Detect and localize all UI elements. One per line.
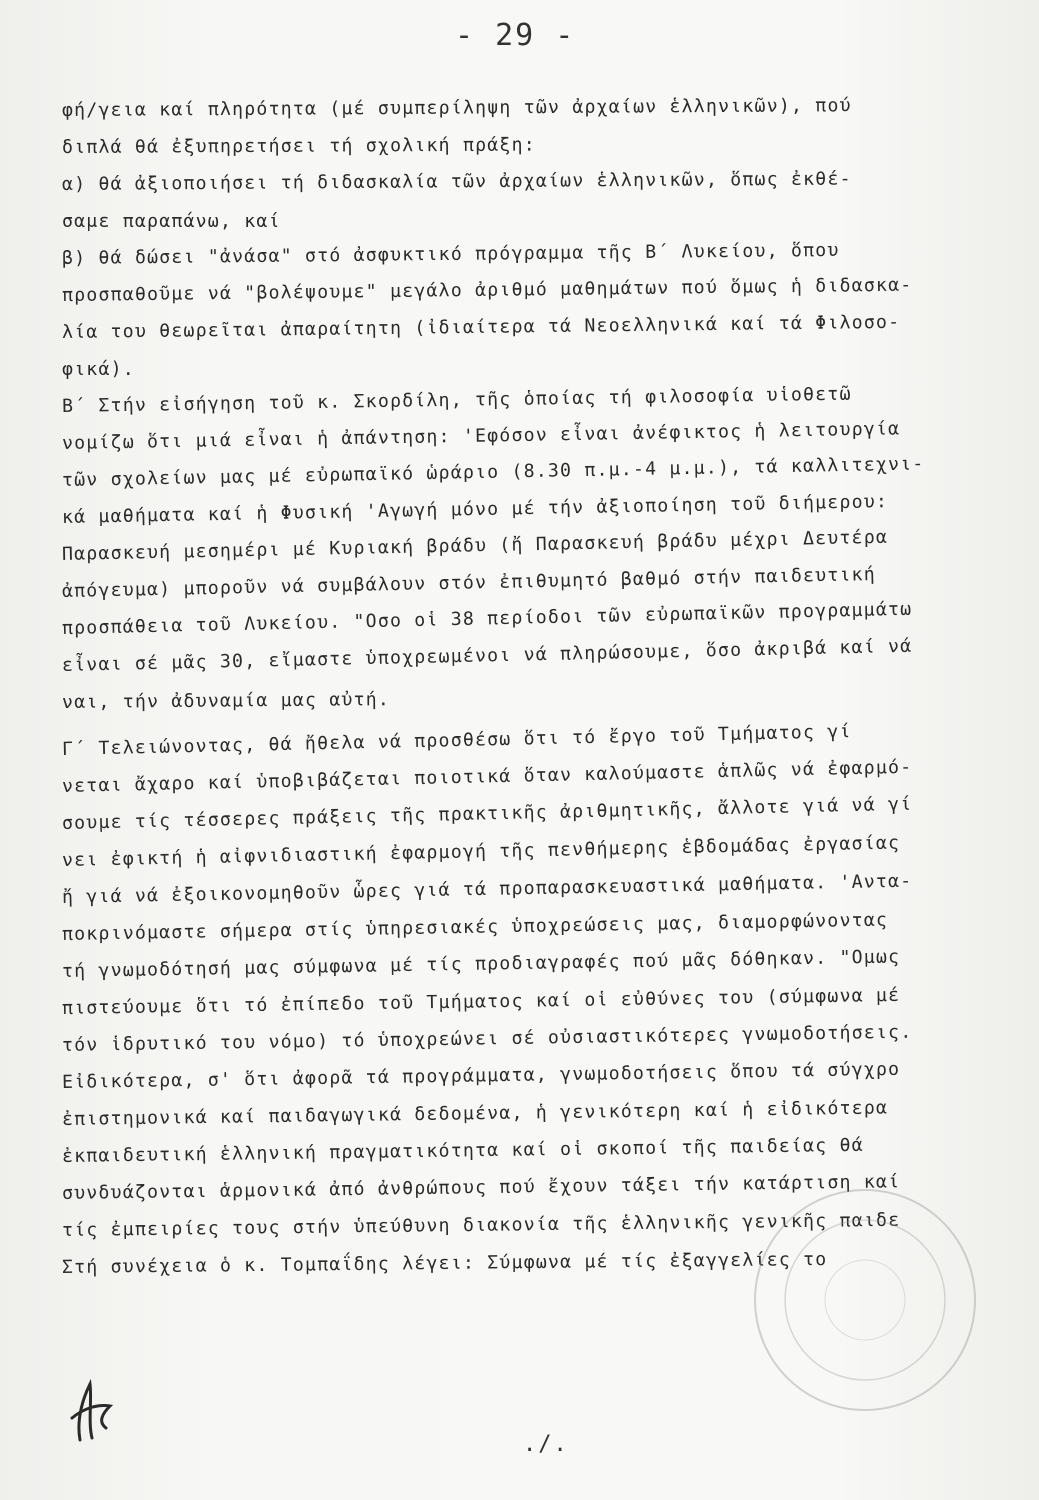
text-line: ἐκπαιδευτική ἑλληνική πραγματικότητα καί οἱ σκοποί τῆς παιδείας θά	[61, 1134, 864, 1167]
text-line: ἐπιστημονικά καί παιδαγωγικά δεδομένα, ἡ γενικότερη καί ἡ εἰδικότερα	[61, 1097, 889, 1130]
text-line: πιστεύουμε ὅτι τό ἐπίπεδο τοῦ Τμήματος καί οἱ εὐθύνες του (σύμφωνα μέ	[61, 984, 901, 1019]
text-line: Παρασκευή μεσημέρι μέ Κυριακή βράδυ (ἤ Παρασκευή βράδυ μέχρι Δευτέρα	[61, 526, 889, 565]
handwritten-signature	[62, 1378, 122, 1448]
text-line: τή γνωμοδότησή μας σύμφωνα μέ τίς προδιαγραφές πού μᾶς δόθηκαν. "Ομως	[61, 946, 901, 982]
text-line: προσπαθοῦμε νά "βολέψουμε" μεγάλο ἀριθμό μαθημάτων πού ὅμως ἡ διδασκα-	[61, 274, 913, 306]
text-line: τίς ἐμπειρίες τους στήν ὑπεύθυνη διακονία τῆς ἑλληνικῆς γενικῆς παιδε	[61, 1209, 901, 1241]
text-line: σουμε τίς τέσσερες πράξεις τῆς πρακτικῆς ἀριθμητικῆς, ἄλλοτε γιά νά γί	[61, 793, 913, 834]
official-stamp	[745, 1180, 985, 1420]
page-footer-mark: ./.	[523, 1432, 569, 1457]
text-line: ποκρινόμαστε σήμερα στίς ὑπηρεσιακές ὑποχρεώσεις μας, διαμορφώνοντας	[61, 909, 889, 945]
text-line: νεται ἄχαρο καί ὑποβιβάζεται ποιοτικά ὅταν καλούμαστε ἁπλῶς νά ἐφαρμό-	[61, 756, 913, 797]
text-line: συνδυάζονται ἁρμονικά ἀπό ἀνθρώπους πού ἔχουν τάξει τήν κατάρτιση καί	[61, 1171, 901, 1204]
text-line: Στή συνέχεια ὁ κ. Τομπαΐδης λέγει: Σύμφωνα μέ τίς ἐξαγγελίες το	[61, 1248, 828, 1278]
text-line: κά μαθήματα καί ἡ Φυσική 'Αγωγή μόνο μέ τήν ἀξιοποίηση τοῦ διήμερου:	[61, 491, 889, 528]
text-line: φικά).	[62, 359, 135, 380]
text-line: ἤ γιά νά ἐξοικονομηθοῦν ὧρες γιά τά προπαρασκευαστικά μαθήματα. 'Αντα-	[61, 870, 913, 908]
text-line: φή/γεια καί πληρότητα (μέ συμπερίληψη τῶν ἀρχαίων ἑλληνικῶν), πού	[61, 95, 852, 121]
text-line: τῶν σχολείων μας μέ εὐρωπαϊκό ὡράριο (8.30 π.μ.-4 μ.μ.), τά καλλιτεχνι-	[61, 453, 925, 491]
text-line: διπλά θά ἐξυπηρετήσει τή σχολική πράξη:	[61, 134, 536, 158]
text-line: νει ἐφικτή ἡ αἰφνιδιαστική ἐφαρμογή τῆς πενθήμερης ἑβδομάδας ἐργασίας	[61, 832, 901, 871]
text-line: Εἰδικότερα, σ' ὅτι ἀφορᾶ τά προγράμματα, γνωμοδοτήσεις ὅπου τά σύγχρο	[61, 1058, 901, 1093]
page-number: - 29 -	[455, 18, 576, 53]
text-line: προσπάθεια τοῦ Λυκείου. "Οσο οἱ 38 περίοδοι τῶν εὐρωπαϊκῶν προγραμμάτω	[61, 598, 913, 639]
text-line: Β΄ Στήν εἰσήγηση τοῦ κ. Σκορδίλη, τῆς ὁποίας τή φιλοσοφία υἱοθετῶ	[61, 383, 852, 417]
text-line: α) θά ἀξιοποιήσει τή διδασκαλία τῶν ἀρχαίων ἑλληνικῶν, ὅπως ἐκθέ-	[61, 168, 852, 195]
text-line: ἀπόγευμα) μποροῦν νά συμβάλουν στόν ἐπιθυμητό βαθμό στήν παιδευτική	[61, 563, 877, 602]
text-line: λία του θεωρεῖται ἀπαραίτητη (ἰδιαίτερα τά Νεοελληνικά καί τά Φιλοσο-	[61, 311, 901, 343]
text-line: εἶναι σέ μᾶς 30, εἴμαστε ὑποχρεωμένοι νά πληρώσουμε, ὅσο ἀκριβά καί νά	[61, 635, 913, 676]
text-line: Γ΄ Τελειώνοντας, θά ἤθελα νά προσθέσω ὅτι τό ἔργο τοῦ Τμήματος γί	[61, 721, 852, 760]
text-line: σαμε παραπάνω, καί	[62, 211, 281, 232]
text-line: ναι, τήν ἀδυναμία μας αὐτή.	[61, 689, 391, 713]
text-line: νομίζω ὅτι μιά εἶναι ἡ ἀπάντηση: 'Εφόσον εἶναι ἀνέφικτος ἡ λειτουργία	[61, 418, 901, 454]
text-line: τόν ἱδρυτικό του νόμο) τό ὑποχρεώνει σέ οὐσιαστικότερες γνωμοδοτήσεις.	[61, 1021, 913, 1056]
text-line: β) θά δώσει "ἀνάσα" στό ἀσφυκτικό πρόγραμμα τῆς Β΄ Λυκείου, ὅπου	[61, 239, 840, 269]
document-body	[62, 92, 1039, 1286]
